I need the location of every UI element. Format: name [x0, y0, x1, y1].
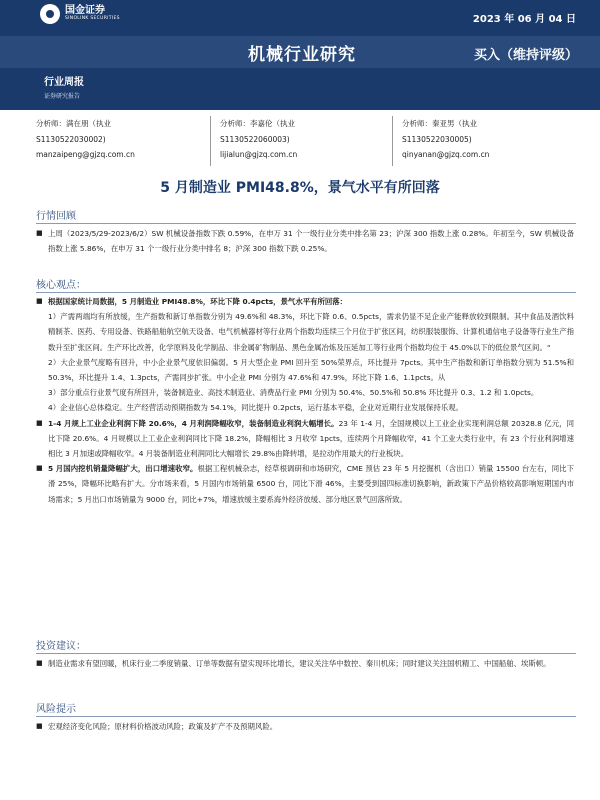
list-item [36, 294, 574, 309]
company-logo [40, 4, 120, 24]
market-review-block [36, 226, 574, 256]
logo-name-cn: 国金证券 [65, 5, 105, 17]
section-divider [36, 653, 576, 654]
analyst-email[interactable]: lijialun@gjzq.com.cn [220, 150, 298, 159]
analyst-email[interactable]: manzaipeng@gjzq.com.cn [36, 150, 135, 159]
report-headline: 5 月制造业 PMI48.8%，景气水平有所回落 [160, 180, 440, 196]
square-bullet-icon: ■ [36, 659, 43, 667]
page-title: 机械行业研究 [248, 45, 356, 65]
core-view-point-1-para-4: 4）企业信心总体稳定。生产经营活动预期指数为 54.1%，同比提升 0.2pcts，运行基本平稳，企业对近期行业发展保持乐观。 [48, 403, 463, 413]
analyst-license: S1130522030005) [402, 134, 472, 144]
sinolink-logo-icon [40, 4, 60, 24]
square-bullet-icon: ■ [36, 464, 43, 473]
square-bullet-icon: ■ [36, 418, 43, 427]
rating-label: 买入（维持评级） [473, 48, 578, 63]
list-item [36, 461, 574, 507]
list-item [36, 226, 574, 256]
analyst-license: S1130522060003) [220, 134, 290, 144]
analyst-2 [220, 116, 297, 163]
report-type: 行业周报 [44, 77, 84, 88]
section-title-market-review: 行情回顾 [36, 211, 76, 222]
logo-name-en: SINOLINK SECURITIES [65, 16, 120, 22]
market-review-text: 上周（2023/5/29-2023/6/2）SW 机械设备指数下跌 0.59%，在申万 31 个一级行业分类中排名第 23；沪深 300 指数上涨 0.28%。年初至今，SW 机械设备指数上涨 5.86%，在申万 31 个一级行业分类中排名 8；沪深 300 指数下跌 0.25%。 [48, 229, 574, 254]
section-title-core-view: 核心观点： [36, 280, 86, 291]
list-item [36, 719, 574, 734]
analyst-name: 分析师：李嘉伦（执业 [220, 119, 295, 128]
analyst-name: 分析师：满在朋（执业 [36, 119, 111, 128]
divider [392, 116, 393, 166]
core-view-point-2-head: 1-4 月规上工业企业利润下降 20.6%，4 月利润降幅收窄，装备制造业利润大幅增长。 [48, 418, 339, 428]
core-view-point-3-head: 5 月国内挖机销量降幅扩大，出口增速收窄。 [48, 464, 198, 474]
section-divider [36, 223, 576, 224]
analyst-name: 分析师：秦亚男（执业 [402, 119, 477, 128]
section-divider [36, 716, 576, 717]
list-item [36, 416, 574, 462]
core-view-point-3-body: 根据工程机械杂志，经草根调研和市场研究，CME 预估 23 年 5 月挖掘机（含出口）销量 15500 台左右，同比下滑 25%，降幅环比略有扩大。分市场来看，5 月国内市场销量 6500 台，同比下滑 46%，主要受到国四标准切换影响，新政策下产品价格较高影响短期国内市场需求；5 月出口市场销量为 9000 台，同比+7%，增速放缓主要系海外经济放缓、部分地区景气回落所致。 [48, 464, 575, 504]
square-bullet-icon: ■ [36, 229, 43, 237]
analyst-1 [36, 116, 135, 163]
investment-text: 制造业需求有望回暖，机床行业二季度销量、订单等数据有望实现环比增长，建议关注华中数控、秦川机床；同时建议关注国机精工、中国船舶、埃斯顿。 [48, 659, 551, 668]
square-bullet-icon: ■ [36, 297, 43, 305]
risk-block [36, 719, 574, 734]
report-header [0, 0, 600, 110]
report-date: 2023 年 06 月 04 日 [472, 14, 576, 25]
core-view-point-1-para-1: 1）产需两端均有所放缓，生产指数和新订单指数分别为 49.6%和 48.3%，环比下降 0.6、0.5pcts，需求仍显不足企业产能释放较到限制。其中食品及酒饮料精制茶、医药、专用设备、铁路船舶航空航天设备、电气机械器材等行业两个指数均连续三个月位于扩张区间，纺织服装服饰、计算机通信电子设备等行业生产指数升至扩张区间。生产环比改善，化学原料及化学制品、非金属矿物制品、黑色金属冶炼及压延加工等行业两个指数均位于 45.0%以下的低位景气区间。“ [48, 312, 574, 352]
section-title-risk: 风险提示 [36, 704, 76, 715]
analyst-email[interactable]: qinyanan@gjzq.com.cn [402, 150, 490, 159]
analyst-license: S1130522030002) [36, 134, 106, 144]
core-view-point-2-body: 23 年 1-4 月，全国规模以上工业企业实现利润总额 20328.8 亿元，同比下降 20.6%。4 月规模以上工业企业利润同比下降 18.2%，降幅相比 3 月收窄 1pcts，连续两个月降幅收窄，41 个工业大类行业中，有 23 个行业利润增速相比 3 月加速或降幅收窄。4 月装备制造业利润同比大幅增长 29.8%由降转增，是拉动作用最大的行业板块。 [48, 418, 574, 459]
core-view-point-1-para-2: 2）大企业景气度略有回升，中小企业景气度依旧偏弱。5 月大型企业 PMI 回升至 50%荣界点，环比提升 7pcts。其中生产指数和新订单指数分别为 51.5%和 50.3%，环比提升 1.4、1.3pcts，产需同步扩张。中小企业 PMI 分别为 47.6%和 47.9%，环比下降 1.6、1.1pcts。从 [48, 357, 574, 383]
section-divider [36, 292, 576, 293]
list-item [36, 656, 574, 671]
divider [210, 116, 211, 166]
investment-block [36, 656, 574, 671]
core-view-point-1-para-3: 3）部分重点行业景气度有所回升，装备制造业、高技术制造业、消费品行业 PMI 分别为 50.4%、50.5%和 50.8% 环比提升 0.3、1.2 和 1.0pcts。 [48, 388, 539, 398]
core-view-point-1-head: 根据国家统计局数据，5 月制造业 PMI48.8%，环比下降 0.4pcts，景气水平有所回落： [48, 297, 348, 306]
core-view-block [36, 294, 574, 507]
analyst-3 [402, 116, 489, 163]
section-title-investment: 投资建议： [36, 641, 86, 652]
risk-text: 宏观经济变化风险；原材料价格波动风险；政策及扩产不及预期风险。 [48, 722, 278, 731]
square-bullet-icon: ■ [36, 722, 43, 730]
report-subtype: 证券研究报告 [44, 93, 81, 100]
